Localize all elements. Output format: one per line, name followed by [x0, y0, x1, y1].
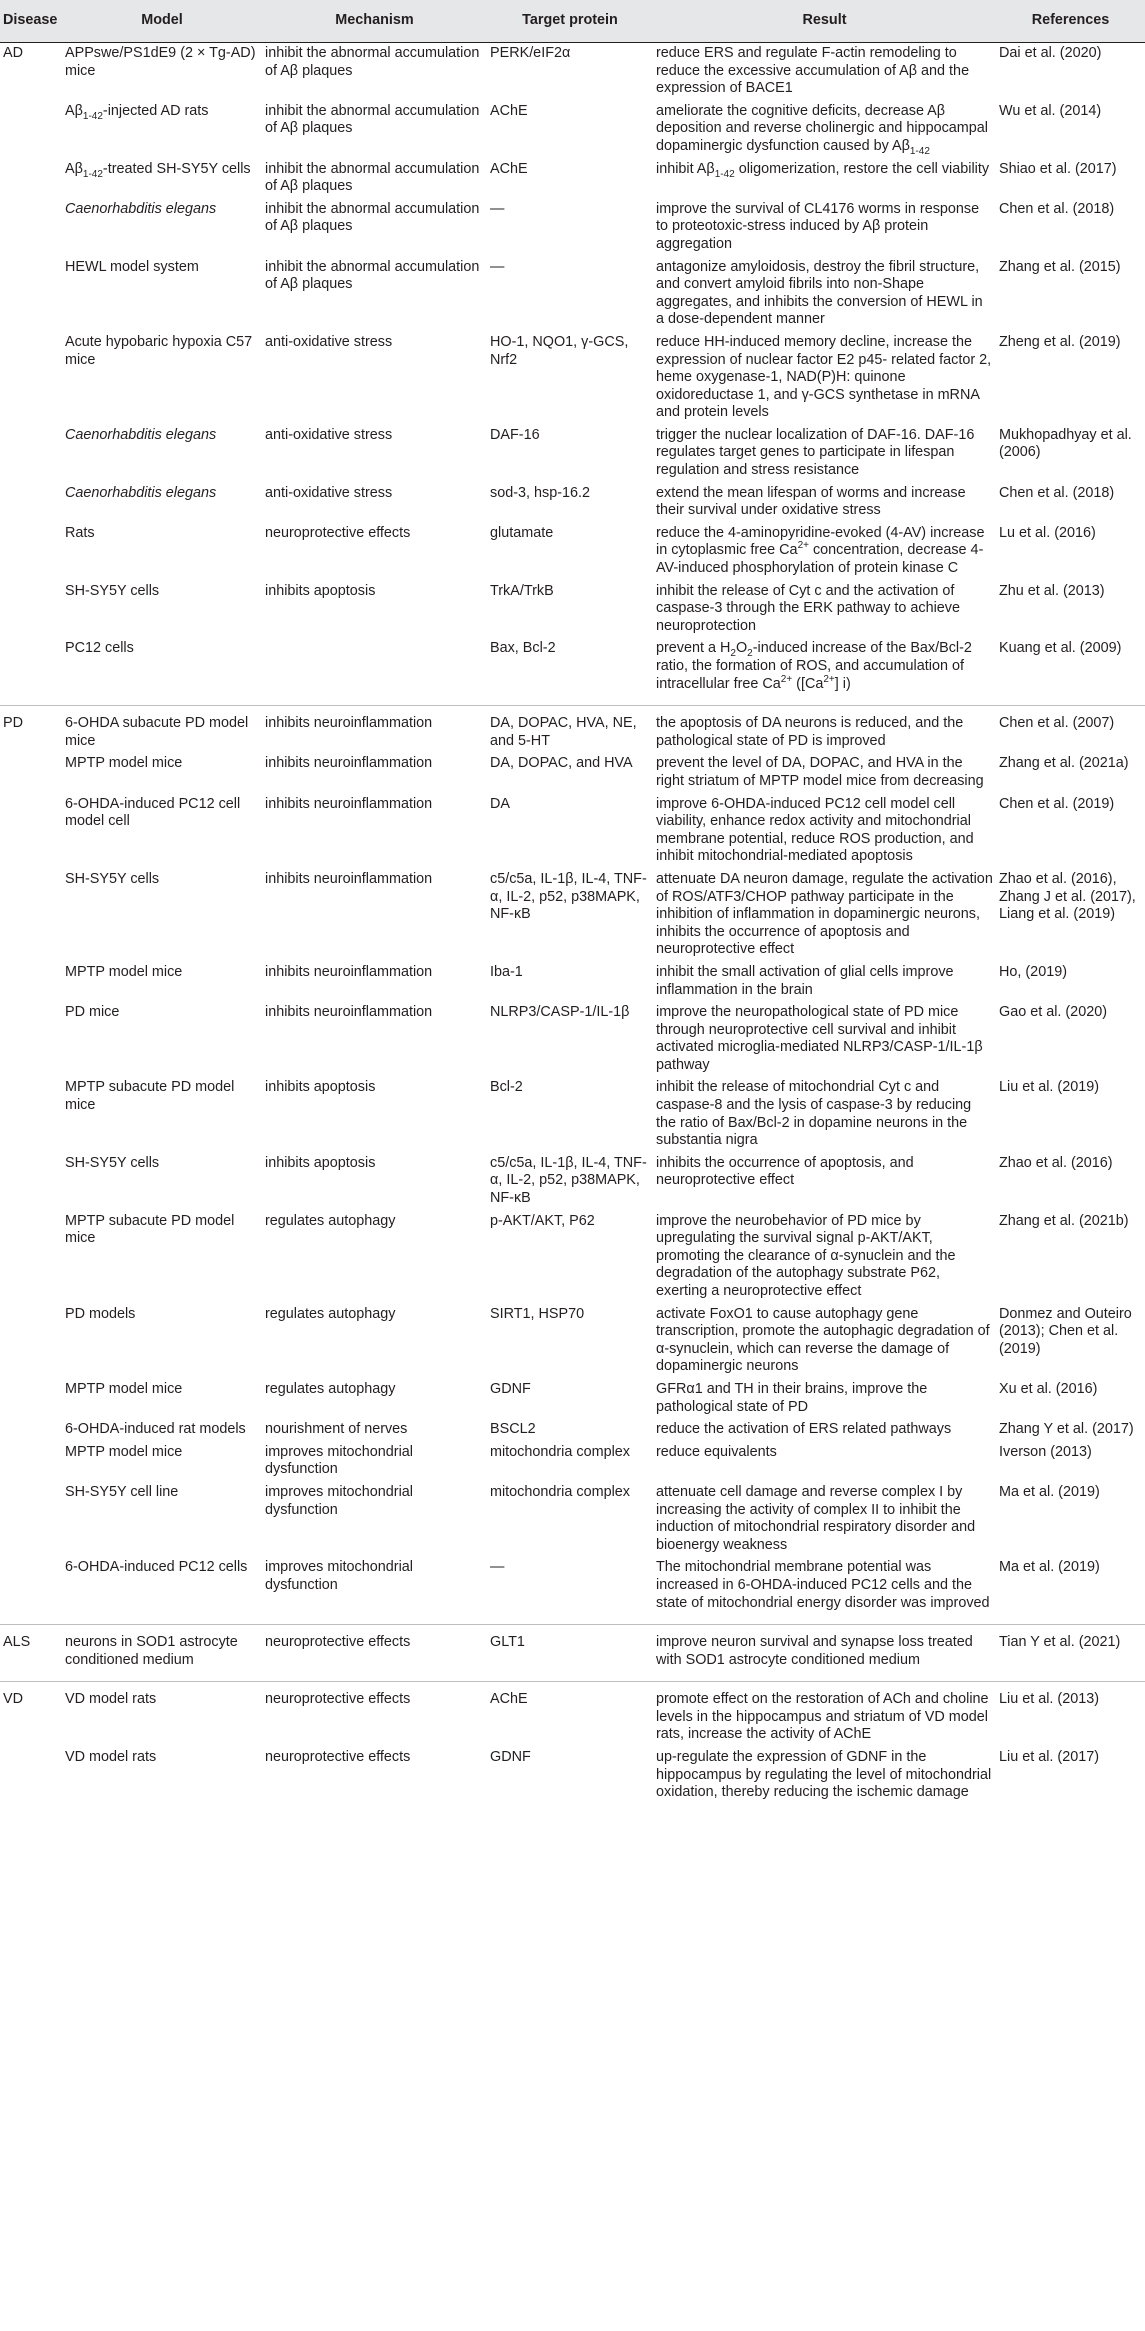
table-row: [0, 483, 1145, 523]
mechanism-cell: inhibits apoptosis: [265, 582, 376, 599]
header-disease: Disease: [0, 0, 62, 43]
table-row: [0, 1482, 1145, 1557]
target-cell: Iba-1: [490, 963, 523, 980]
disease-cell: [0, 1153, 62, 1211]
result-cell: trigger the nuclear localization of DAF-16. DAF-16 regulates target genes to participate in lifespan regulation and stress resistance: [656, 426, 975, 479]
model-cell: APPswe/PS1dE9 (2 × Tg-AD) mice: [65, 45, 256, 79]
target-cell: GDNF: [490, 1380, 531, 1397]
result-cell: improve the survival of CL4176 worms in response to proteotoxic-stress induced by Aβ protein aggregation: [656, 200, 980, 252]
result-cell: reduce HH-induced memory decline, increase the expression of nuclear factor E2 p45- related factor 2, heme oxygenase-1, NAD(P)H: quinone oxidoreductase 1, and γ-GCS synthetase in mRNA and protein levels: [656, 333, 992, 421]
mechanism-cell: nourishment of nerves: [265, 1421, 408, 1438]
result-cell: prevent a $H_2O_2$-induced increase of the Bax/Bcl-2 ratio, the formation of ROS, and accumulation of intracellular free $Ca^{2+}$ ($[Ca^{2+}]$ i): [653, 638, 996, 705]
target-cell: NLRP3/CASP-1/IL-1β: [490, 1004, 630, 1021]
target-cell: DA, DOPAC, HVA, NE, and 5-HT: [490, 715, 637, 749]
result-cell: inhibit $A\beta_{1-42}$ oligomerization, restore the cell viability: [656, 160, 990, 180]
model-cell: Rats: [65, 524, 95, 541]
target-cell: sod-3, hsp-16.2: [490, 484, 590, 501]
header-result: Result: [653, 0, 996, 43]
references-cell: Zhang Y et al. (2017): [999, 1421, 1134, 1438]
target-cell: c5/c5a, IL-1β, IL-4, TNF-α, IL-2, p52, p38MAPK, NF-κB: [490, 1154, 647, 1207]
target-cell: mitochondria complex: [490, 1443, 630, 1460]
model-cell: MPTP model mice: [65, 1443, 183, 1460]
mechanism-cell: neuroprotective effects: [265, 1691, 411, 1708]
table-row: [0, 706, 1145, 754]
references-cell: Zheng et al. (2019): [999, 333, 1121, 350]
disease-cell: [0, 483, 62, 523]
model-cell: MPTP subacute PD model mice: [65, 1212, 235, 1247]
model-cell: PC12 cells: [62, 638, 262, 705]
model-cell: SH-SY5Y cells: [65, 1154, 160, 1171]
result-cell: GFRα1 and TH in their brains, improve the pathological state of PD: [656, 1380, 928, 1415]
target-cell: BSCL2: [490, 1421, 536, 1438]
mechanism-cell: [262, 638, 487, 705]
disease-cell: [0, 869, 62, 962]
mechanism-cell: inhibit the abnormal accumulation of Aβ plaques: [265, 160, 480, 195]
result-cell: reduce the 4-aminopyridine-evoked (4-AV) increase in cytoplasmic free $Ca^{2+}$ concentration, decrease 4-AV-induced phosphorylation of protein kinase C: [656, 524, 985, 577]
header-model: Model: [62, 0, 262, 43]
model-cell: MPTP model mice: [65, 755, 183, 772]
references-cell: Zhao et al. (2016), Zhang J et al. (2017), Liang et al. (2019): [999, 870, 1136, 923]
model-cell: HEWL model system: [65, 258, 199, 275]
result-cell: improve neuron survival and synapse loss treated with SOD1 astrocyte conditioned medium: [653, 1625, 996, 1682]
model-cell: VD model rats: [65, 1691, 157, 1708]
result-cell: improve the neurobehavior of PD mice by upregulating the survival signal p-AKT/AKT, promoting the clearance of α-synuclein and the degradation of the autophagy substrate P62, exerting a neuroprotective effect: [656, 1212, 956, 1299]
model-cell: PD mice: [65, 1004, 120, 1021]
references-cell: Liu et al. (2013): [999, 1691, 1099, 1708]
table-row: [0, 1747, 1145, 1805]
table-row: [0, 1419, 1145, 1442]
references-cell: Zhang et al. (2021a): [999, 755, 1129, 772]
table-row: [0, 638, 1145, 705]
model-cell: $A\beta_{1-42}$-injected AD rats: [65, 102, 209, 122]
result-cell: attenuate cell damage and reverse complex I by increasing the activity of complex II to inhibit the induction of mitochondrial respiratory disorder and bioenergy weakness: [656, 1483, 976, 1553]
mechanism-cell: anti-oxidative stress: [265, 426, 393, 443]
references-cell: Dai et al. (2020): [999, 45, 1102, 61]
disease-cell: PD: [3, 715, 23, 732]
references-cell: Liu et al. (2017): [999, 1749, 1099, 1766]
model-cell: Caenorhabditis elegans: [65, 200, 217, 217]
mechanism-cell: improves mitochondrial dysfunction: [265, 1443, 413, 1478]
table-row: [0, 43, 1145, 101]
disease-cell: [0, 199, 62, 257]
target-cell: Bax, Bcl-2: [487, 638, 653, 705]
references-cell: Mukhopadhyay et al. (2006): [999, 426, 1132, 461]
disease-cell: [0, 1419, 62, 1442]
disease-cell: [0, 425, 62, 483]
mechanism-cell: neuroprotective effects: [265, 1749, 411, 1766]
references-cell: Wu et al. (2014): [999, 102, 1102, 119]
table-row: [0, 332, 1145, 425]
mechanism-cell: regulates autophagy: [265, 1305, 396, 1322]
disease-cell: [0, 1304, 62, 1379]
model-cell: 6-OHDA subacute PD model mice: [65, 715, 249, 749]
model-cell: SH-SY5Y cells: [65, 582, 160, 599]
references-cell: Iverson (2013): [999, 1443, 1092, 1460]
table-row: [0, 962, 1145, 1002]
target-cell: SIRT1, HSP70: [490, 1305, 585, 1322]
disease-cell: [0, 332, 62, 425]
result-cell: reduce ERS and regulate F-actin remodeling to reduce the excessive accumulation of Aβ and the expression of BACE1: [656, 45, 970, 97]
result-cell: ameliorate the cognitive deficits, decrease Aβ deposition and reverse cholinergic and hippocampal dopaminergic dysfunction caused by $A\beta_{1-42}$: [656, 102, 988, 157]
table-row: [0, 257, 1145, 332]
model-cell: 6-OHDA-induced rat models: [65, 1421, 246, 1438]
mechanism-cell: inhibits neuroinflammation: [265, 1004, 433, 1021]
references-cell: Lu et al. (2016): [999, 524, 1096, 541]
disease-cell: [0, 257, 62, 332]
target-cell: glutamate: [490, 524, 554, 541]
references-cell: Zhang et al. (2015): [999, 258, 1121, 275]
mechanism-cell: inhibits neuroinflammation: [265, 715, 433, 732]
table-row: [0, 1002, 1145, 1077]
disease-cell: VD: [3, 1691, 23, 1708]
mechanism-cell: improves mitochondrial dysfunction: [262, 1557, 487, 1624]
disease-cell: [0, 962, 62, 1002]
mechanism-cell: inhibit the abnormal accumulation of Aβ plaques: [265, 258, 480, 293]
disease-cell: [0, 638, 62, 705]
target-cell: —: [490, 200, 505, 217]
model-cell: MPTP model mice: [65, 1380, 183, 1397]
disease-cell: [0, 753, 62, 793]
model-cell: VD model rats: [65, 1749, 157, 1766]
result-cell: activate FoxO1 to cause autophagy gene transcription, promote the autophagic degradation of α-synuclein, which can reverse the damage of dopaminergic neurons: [656, 1305, 990, 1375]
table-row: [0, 794, 1145, 869]
table-row: [0, 1304, 1145, 1379]
model-cell: Caenorhabditis elegans: [65, 484, 217, 501]
disease-cell: [0, 794, 62, 869]
mechanism-cell: inhibits apoptosis: [265, 1079, 376, 1096]
result-cell: improve the neuropathological state of PD mice through neuroprotective cell survival and inhibit activated microglia-mediated NLRP3/CASP-1/IL-1β pathway: [656, 1004, 983, 1073]
references-cell: Chen et al. (2018): [999, 200, 1115, 217]
mechanism-cell: inhibits neuroinflammation: [265, 755, 433, 772]
result-cell: attenuate DA neuron damage, regulate the activation of ROS/ATF3/CHOP pathway participate in the inhibition of inflammation in dopaminergic neurons, inhibits the occurrence of apoptosis and neuroprotective effect: [656, 870, 993, 958]
target-cell: PERK/eIF2α: [490, 45, 571, 61]
disease-cell: [0, 1211, 62, 1304]
references-cell: Liu et al. (2019): [999, 1079, 1099, 1096]
disease-cell: [0, 1442, 62, 1482]
mechanism-cell: inhibits neuroinflammation: [265, 795, 433, 812]
references-cell: Ho, (2019): [999, 963, 1067, 980]
references-cell: Kuang et al. (2009): [996, 638, 1145, 705]
table-row: [0, 1442, 1145, 1482]
target-cell: DA, DOPAC, and HVA: [490, 755, 633, 772]
disease-cell: [0, 1482, 62, 1557]
result-cell: antagonize amyloidosis, destroy the fibril structure, and convert amyloid fibrils into non-Shape aggregates, and inhibits the conversion of HEWL in a dose-dependent manner: [656, 258, 983, 328]
mechanism-cell: inhibits neuroinflammation: [265, 870, 433, 887]
references-cell: Ma et al. (2019): [996, 1557, 1145, 1624]
target-cell: DA: [490, 795, 510, 812]
model-cell: Caenorhabditis elegans: [65, 426, 217, 443]
table-row: [0, 199, 1145, 257]
result-cell: inhibits the occurrence of apoptosis, and neuroprotective effect: [656, 1154, 914, 1189]
disease-cell: [0, 101, 62, 159]
mechanism-cell: inhibit the abnormal accumulation of Aβ plaques: [265, 45, 480, 79]
references-cell: Zhao et al. (2016): [999, 1154, 1113, 1171]
target-cell: TrkA/TrkB: [490, 582, 554, 599]
result-cell: improve 6-OHDA-induced PC12 cell model cell viability, enhance redox activity and mitochondrial membrane potential, reduce ROS production, and inhibit mitochondrial-mediated apoptosis: [656, 795, 974, 865]
mechanism-cell: inhibits apoptosis: [265, 1154, 376, 1171]
header-row: [0, 0, 1145, 43]
disease-cell: ALS: [0, 1625, 62, 1682]
target-cell: GLT1: [487, 1625, 653, 1682]
model-cell: Acute hypobaric hypoxia C57 mice: [65, 333, 253, 368]
result-cell: inhibit the release of Cyt c and the activation of caspase-3 through the ERK pathway to achieve neuroprotection: [656, 582, 960, 634]
target-cell: Bcl-2: [490, 1079, 523, 1096]
table-row: [0, 101, 1145, 159]
references-cell: Chen et al. (2018): [999, 484, 1115, 501]
model-cell: SH-SY5Y cell line: [65, 1483, 179, 1500]
target-cell: DAF-16: [490, 426, 540, 443]
header-mechanism: Mechanism: [262, 0, 487, 43]
model-cell: MPTP model mice: [65, 963, 183, 980]
mechanism-cell: neuroprotective effects: [262, 1625, 487, 1682]
table-row: [0, 869, 1145, 962]
disease-cell: [0, 581, 62, 639]
disease-cell: [0, 1747, 62, 1805]
table-row: [0, 1153, 1145, 1211]
table-row: [0, 581, 1145, 639]
model-cell: PD models: [65, 1305, 136, 1322]
result-cell: reduce the activation of ERS related pathways: [656, 1421, 952, 1438]
target-cell: AChE: [490, 1691, 528, 1708]
result-cell: inhibit the release of mitochondrial Cyt c and caspase-8 and the lysis of caspase-3 by reducing the ratio of Bax/Bcl-2 in dopamine neurons in the substantia nigra: [656, 1079, 972, 1149]
disease-cell: [0, 523, 62, 581]
target-cell: c5/c5a, IL-1β, IL-4, TNF-α, IL-2, p52, p38MAPK, NF-κB: [490, 870, 647, 923]
table-row: [0, 1682, 1145, 1747]
target-cell: p-AKT/AKT, P62: [490, 1212, 595, 1229]
table-row: [0, 1625, 1145, 1682]
disease-cell: [0, 1077, 62, 1152]
mechanism-cell: anti-oxidative stress: [265, 484, 393, 501]
mechanism-cell: inhibit the abnormal accumulation of Aβ plaques: [265, 102, 480, 137]
target-cell: AChE: [490, 160, 528, 177]
disease-cell: [0, 1379, 62, 1419]
result-cell: extend the mean lifespan of worms and increase their survival under oxidative stress: [656, 484, 966, 519]
target-cell: —: [490, 258, 505, 275]
references-cell: Zhang et al. (2021b): [999, 1212, 1129, 1229]
table-row: [0, 425, 1145, 483]
target-cell: AChE: [490, 102, 528, 119]
table-row: [0, 1557, 1145, 1624]
result-cell: The mitochondrial membrane potential was increased in 6-OHDA-induced PC12 cells and the state of mitochondrial energy disorder was improved: [653, 1557, 996, 1624]
model-cell: neurons in SOD1 astrocyte conditioned medium: [62, 1625, 262, 1682]
mechanism-cell: inhibit the abnormal accumulation of Aβ plaques: [265, 200, 480, 235]
references-cell: Xu et al. (2016): [999, 1380, 1098, 1397]
mechanism-cell: inhibits neuroinflammation: [265, 963, 433, 980]
references-cell: Tian Y et al. (2021): [996, 1625, 1145, 1682]
references-cell: Chen et al. (2007): [999, 715, 1115, 732]
header-target-protein: Target protein: [487, 0, 653, 43]
model-cell: 6-OHDA-induced PC12 cells: [62, 1557, 262, 1624]
references-cell: Gao et al. (2020): [999, 1004, 1107, 1021]
table-row: [0, 1379, 1145, 1419]
target-cell: mitochondria complex: [490, 1483, 630, 1500]
disease-cell: [0, 1002, 62, 1077]
disease-cell: [0, 159, 62, 199]
references-cell: Donmez and Outeiro (2013); Chen et al. (2019): [999, 1305, 1132, 1357]
mechanism-cell: regulates autophagy: [265, 1380, 396, 1397]
model-cell: $A\beta_{1-42}$-treated SH-SY5Y cells: [65, 160, 251, 180]
target-cell: HO-1, NQO1, γ-GCS, Nrf2: [490, 333, 629, 368]
model-cell: SH-SY5Y cells: [65, 870, 160, 887]
mechanism-cell: anti-oxidative stress: [265, 333, 393, 350]
mechanism-cell: neuroprotective effects: [265, 524, 411, 541]
result-cell: inhibit the small activation of glial cells improve inflammation in the brain: [656, 963, 954, 998]
model-cell: MPTP subacute PD model mice: [65, 1079, 235, 1114]
table-row: [0, 1211, 1145, 1304]
result-cell: reduce equivalents: [656, 1443, 777, 1460]
references-cell: Chen et al. (2019): [999, 795, 1115, 812]
result-cell: prevent the level of DA, DOPAC, and HVA in the right striatum of MPTP model mice from decreasing: [656, 755, 984, 789]
references-cell: Zhu et al. (2013): [999, 582, 1105, 599]
result-cell: promote effect on the restoration of ACh and choline levels in the hippocampus and striatum of VD model rats, increase the activity of AChE: [656, 1691, 989, 1743]
references-cell: Shiao et al. (2017): [999, 160, 1117, 177]
result-cell: the apoptosis of DA neurons is reduced, and the pathological state of PD is improved: [656, 715, 964, 749]
result-cell: up-regulate the expression of GDNF in the hippocampus by regulating the level of mitochondrial oxidation, thereby reducing the ischemic damage: [656, 1749, 992, 1801]
mechanism-cell: regulates autophagy: [265, 1212, 396, 1229]
header-references: References: [996, 0, 1145, 43]
references-cell: Ma et al. (2019): [999, 1483, 1100, 1500]
disease-cell: AD: [3, 45, 23, 61]
table-row: [0, 1077, 1145, 1152]
table-row: [0, 159, 1145, 199]
disease-cell: [0, 1557, 62, 1624]
target-cell: —: [487, 1557, 653, 1624]
model-cell: 6-OHDA-induced PC12 cell model cell: [65, 795, 241, 830]
mechanism-cell: improves mitochondrial dysfunction: [265, 1483, 413, 1518]
table-body: [0, 43, 1145, 1805]
target-cell: GDNF: [490, 1749, 531, 1766]
table-row: [0, 753, 1145, 793]
table-row: [0, 523, 1145, 581]
